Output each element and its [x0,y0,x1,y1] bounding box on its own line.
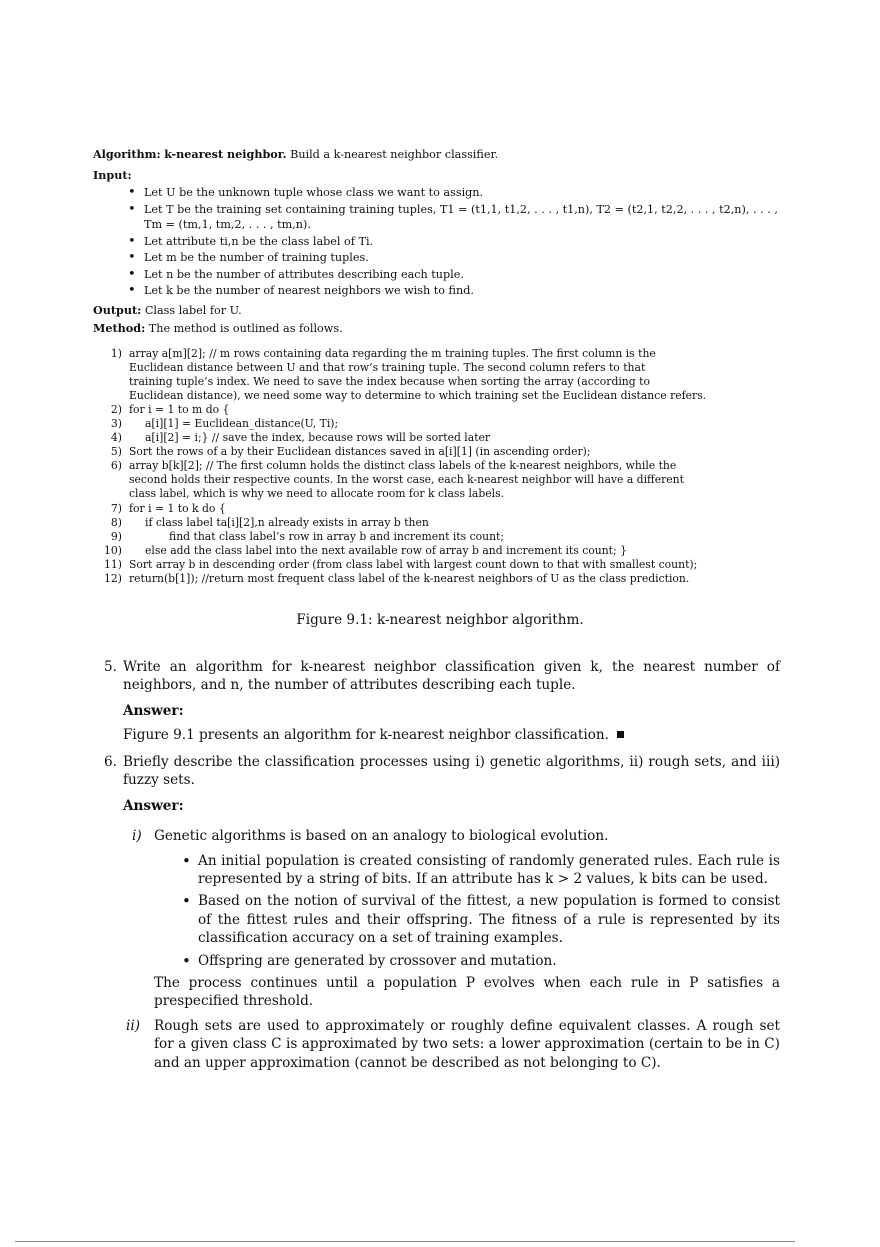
step-number: 3) [110,416,122,430]
step-number: 12) [104,572,122,585]
algorithm-name: k-nearest neighbor. [164,147,287,161]
step [93,558,783,572]
method-text: The method is outlined as follows. [148,322,343,335]
step-line: Sort array b in descending order (from class label with largest count down to that with smallest count); [129,557,698,571]
step-number: 10) [104,543,122,557]
algorithm-description: Build a k-nearest neighbor classifier. [290,148,499,161]
part-number: i) [132,828,142,845]
step [93,530,783,544]
step-number: 2) [110,402,122,416]
step-line: a[i][2] = i;} // save the index, because rows will be sorted later [145,431,491,445]
output-text: Class label for U. [144,303,242,317]
input-item: • Let attribute ti,n be the class label of Ti. [126,234,783,250]
step-line: else add the class label into the next available row of array b and increment its count; } [145,543,627,557]
step-number: 11) [104,557,122,571]
method-steps [93,347,783,587]
end-of-proof-square [617,731,624,738]
part-number: ii) [126,1017,140,1034]
input-item: • Let k be the number of nearest neighbors we wish to find. [126,283,783,299]
bullet-item: • An initial population is created consisting of randomly generated rules. Each rule is represented by a string of bits. If an attribute has k > 2 values, k bits can be used. [180,852,780,889]
step-line: if class label ta[i][2],n already exists in array b then [145,515,429,529]
step-line: Euclidean distance), we need some way to determine to which training set the Euclidean distance refers. [129,388,707,402]
step-line: a[i][1] = Euclidean_distance(U, Ti); [145,416,339,430]
step-line: find that class label’s row in array b and increment its count; [169,529,505,543]
answer-part-rough-sets [126,1017,780,1072]
step-number: 6) [110,459,122,473]
step [93,544,783,558]
input-item: • Let n be the number of attributes describing each tuple. [126,267,783,283]
step-line: array b[k][2]; // The first column holds the distinct class labels of the k-nearest neighbors, while the [129,459,677,473]
figure-caption: Figure 9.1: k-nearest neighbor algorithm. [296,612,584,628]
input-list [93,185,783,299]
step-line: array a[m][2]; // m rows containing data regarding the m training tuples. The first column is the [129,346,656,360]
question-text: Briefly describe the classification processes using i) genetic algorithms, ii) rough sets, and iii) fuzzy sets. [123,754,780,789]
step [93,516,783,530]
step-line: Sort the rows of a by their Euclidean distances saved in a[i][1] (in ascending order); [129,445,591,459]
step [93,572,783,586]
step-number: 9) [110,529,122,543]
algorithm-box [93,146,783,586]
input-label: Input: [93,167,132,182]
answer-part-genetic [132,827,780,1011]
method-line [93,320,783,338]
step-line: for i = 1 to m do { [129,402,230,416]
question-6 [104,753,780,1072]
step [93,417,783,431]
output-label: Output: [93,302,142,317]
answer-text-line [123,726,780,744]
step [93,403,783,417]
step [93,502,783,516]
step [93,431,783,445]
step-line: class label, which is why we need to allocate room for k class labels. [129,487,505,501]
input-item: • Let m be the number of training tuples. [126,250,783,266]
step-line: return(b[1]); //return most frequent class label of the k-nearest neighbors of U as the class prediction. [129,572,690,585]
algorithm-title [93,146,783,164]
step-line: training tuple’s index. We need to save the index because when sorting the array (according to [129,374,650,388]
question-text: Write an algorithm for k-nearest neighbor classification given k, the nearest number of neighbors, and n, the number of attributes describing each tuple. [123,659,780,694]
answer-label: Answer: [123,797,184,814]
input-item: • Let U be the unknown tuple whose class we want to assign. [126,185,783,201]
step-line: for i = 1 to k do { [129,501,226,515]
step-number: 4) [110,431,122,445]
step-line: Euclidean distance between U and that row’s training tuple. The second column refers to that [129,360,646,374]
input-heading [93,167,783,185]
bullet-item: • Offspring are generated by crossover and mutation. [180,952,780,970]
method-label: Method: [93,321,146,335]
question-number: 6. [104,754,117,770]
answer-label: Answer: [123,702,184,719]
footer-rule [15,1241,795,1242]
step-number: 1) [110,346,122,360]
step-number: 8) [110,515,122,529]
algorithm-title-label: Algorithm: [93,147,161,161]
input-item: • Let T be the training set containing training tuples, T1 = (t1,1, t1,2, . . . , t1,n), T2 = (t2,1, t2,2, . . . , t2,n), . . . , Tm = (tm,1, tm,2, . . . , tm,n). [126,202,783,233]
step [93,445,783,459]
bullet-item: • Based on the notion of survival of the fittest, a new population is formed to consist of the fittest rules and their offspring. The fitness of a rule is represented by its classification accuracy on a set of training examples. [180,892,780,947]
step-number: 7) [110,501,122,515]
part-closing-text: The process continues until a population P evolves when each rule in P satisfies a prespecified threshold. [154,975,780,1010]
answer-text: Figure 9.1 presents an algorithm for k-nearest neighbor classification. [123,727,609,744]
step [93,459,783,501]
step-number: 5) [110,445,122,459]
step-line: second holds their respective counts. In the worst case, each k-nearest neighbor will have a different [129,473,684,487]
part-text: Rough sets are used to approximately or roughly define equivalent classes. A rough set for a given class C is approximated by two sets: a lower approximation (certain to be in C) and an upper approximation (cannot be described as not belonging to C). [154,1017,780,1071]
step [93,347,783,403]
question-5 [104,658,780,745]
part-text: Genetic algorithms is based on an analogy to biological evolution. [154,828,609,845]
genetic-bullets [154,852,780,970]
question-number: 5. [104,659,117,675]
output-line [93,302,783,320]
